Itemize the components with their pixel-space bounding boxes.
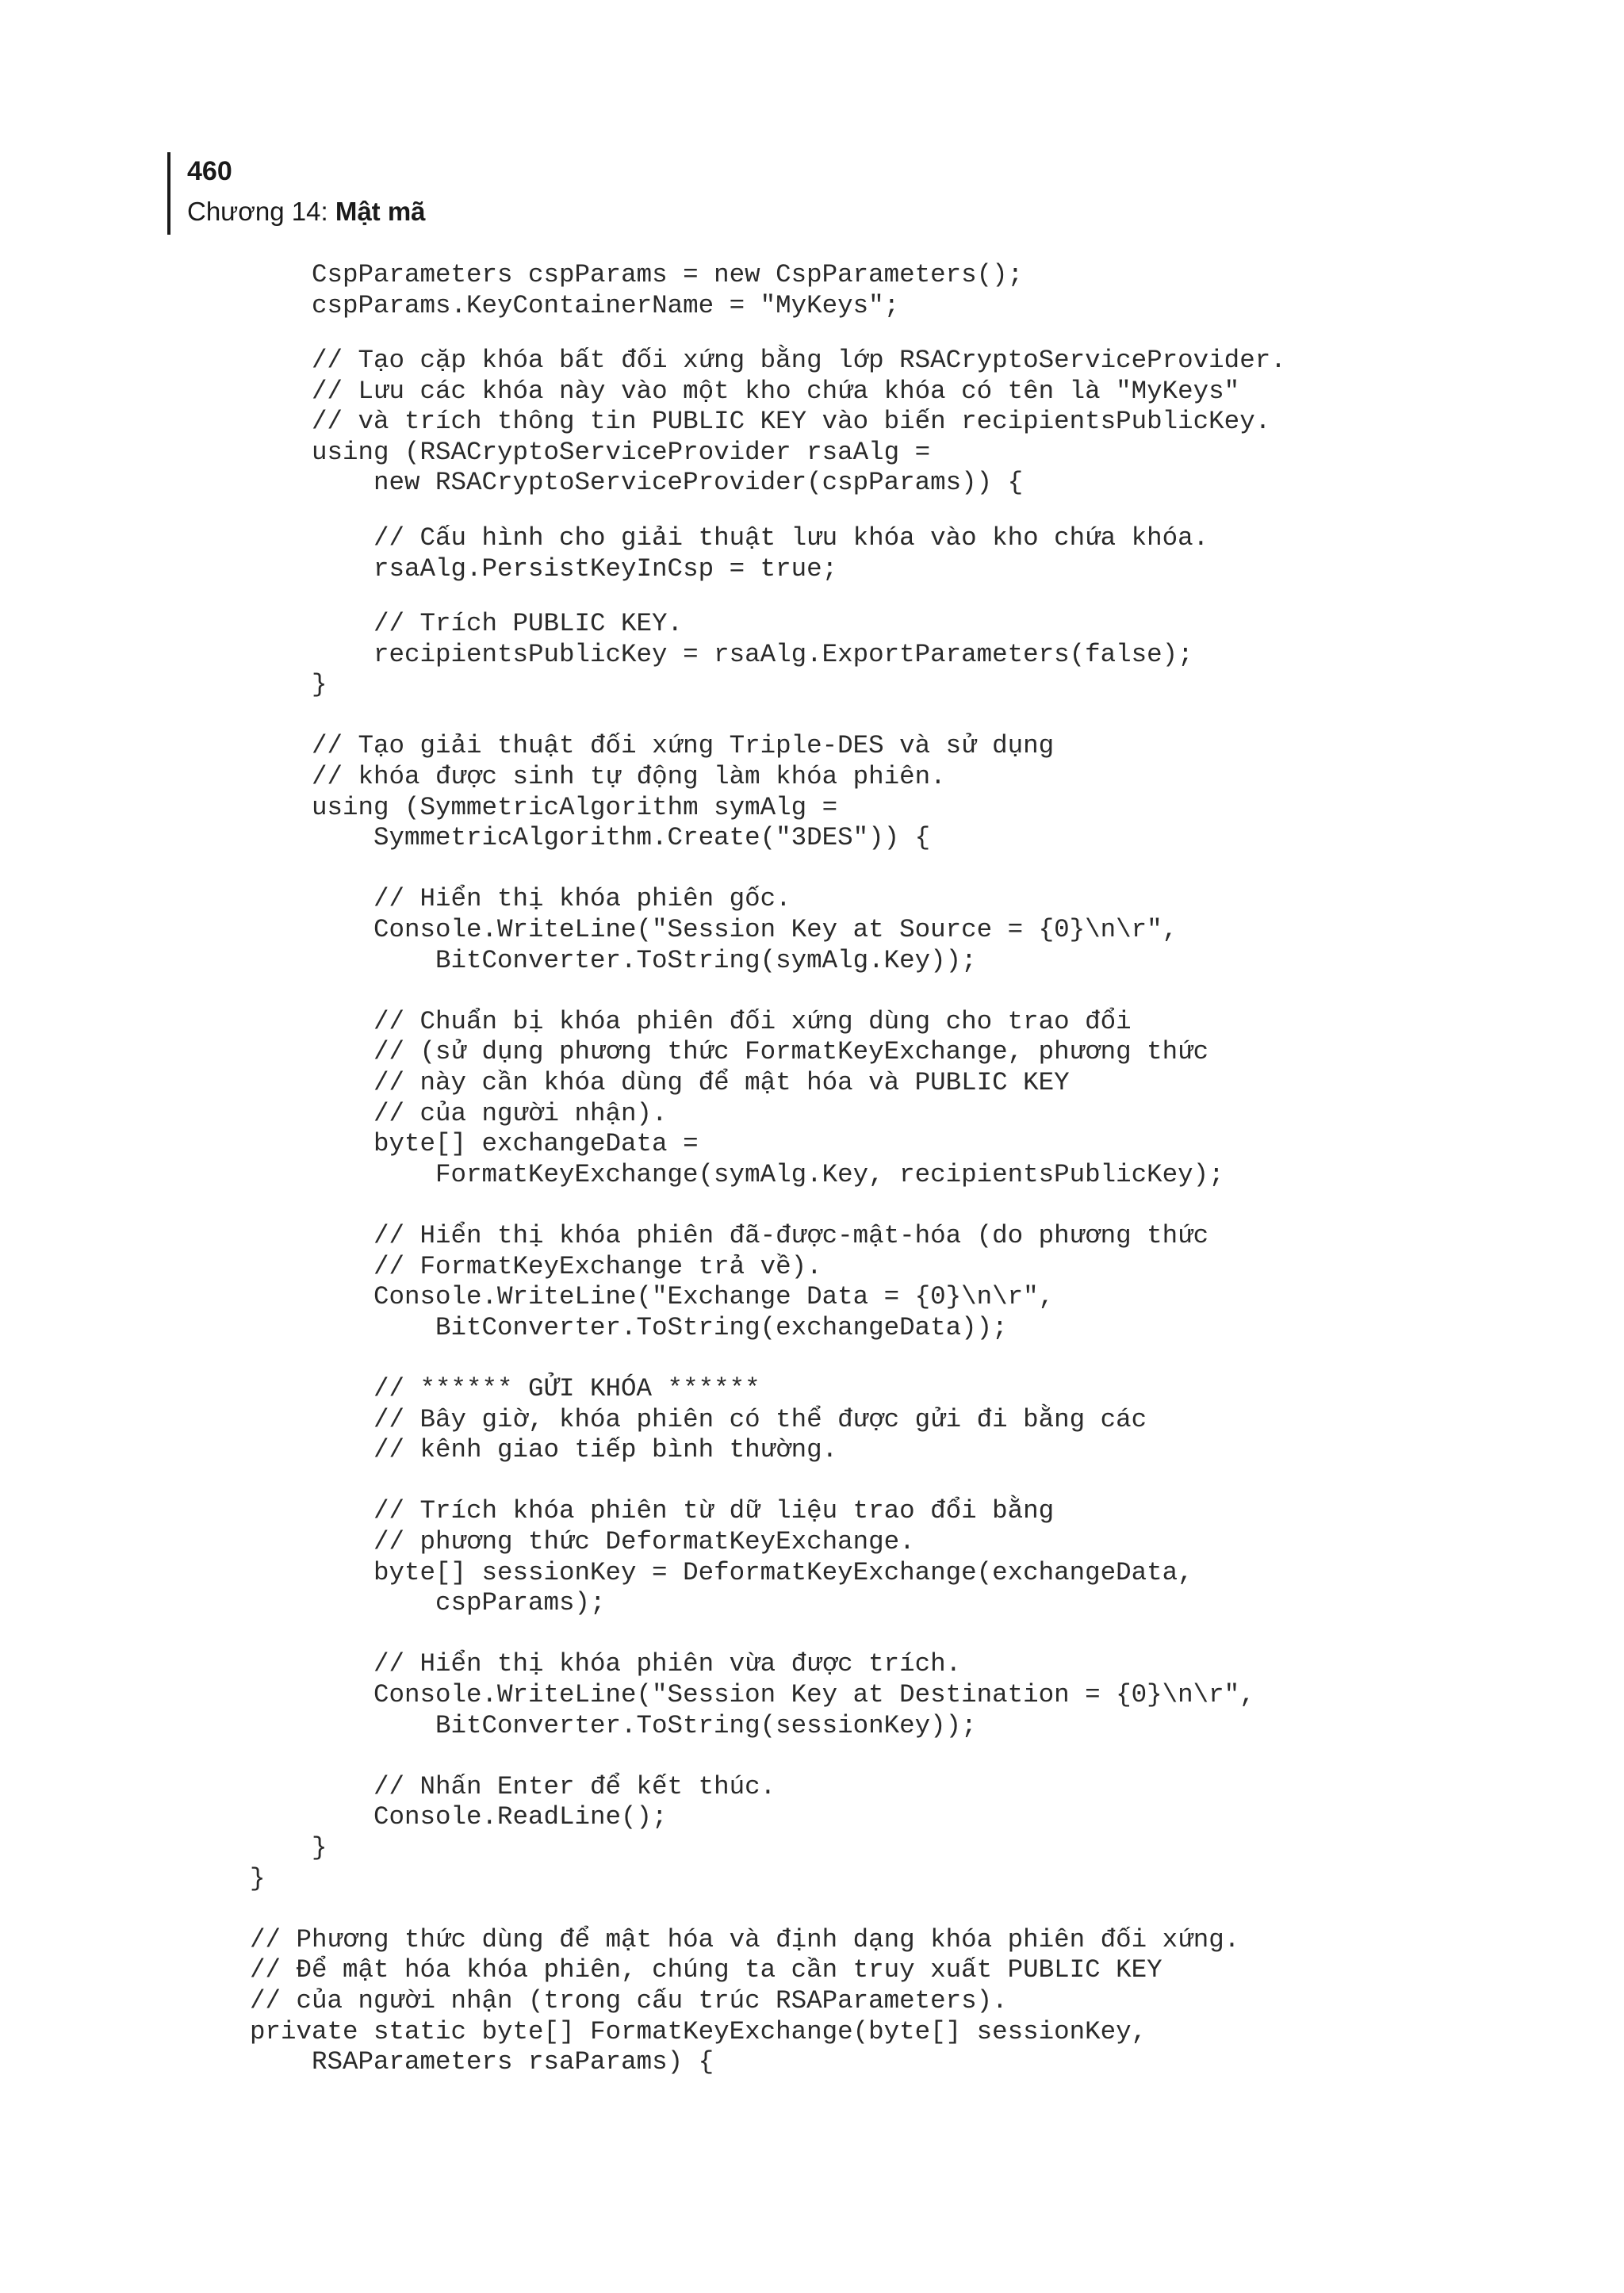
- code-line: SymmetricAlgorithm.Create("3DES")) {: [373, 823, 931, 853]
- code-line: // Bây giờ, khóa phiên có thể được gửi đi bằng các: [373, 1404, 1147, 1434]
- code-line: // Để mật hóa khóa phiên, chúng ta cần truy xuất PUBLIC KEY: [250, 1955, 1162, 1985]
- code-line: new RSACryptoServiceProvider(cspParams)) {: [373, 468, 1024, 498]
- code-line: cspParams.KeyContainerName = "MyKeys";: [312, 290, 900, 320]
- code-line: // Chuẩn bị khóa phiên đối xứng dùng cho trao đổi: [373, 1006, 1132, 1036]
- code-line: rsaAlg.PersistKeyInCsp = true;: [373, 553, 838, 584]
- code-line: Console.ReadLine();: [373, 1802, 668, 1832]
- code-line: // Hiển thị khóa phiên đã-được-mật-hóa (do phương thức: [373, 1221, 1209, 1251]
- code-line: // Phương thức dùng để mật hóa và định dạng khóa phiên đối xứng.: [250, 1924, 1240, 1954]
- code-line: using (RSACryptoServiceProvider rsaAlg =: [312, 437, 931, 467]
- code-line: RSAParameters rsaParams) {: [312, 2047, 714, 2077]
- code-line: private static byte[] FormatKeyExchange(byte[] sessionKey,: [250, 2016, 1147, 2046]
- code-line: Console.WriteLine("Exchange Data = {0}\n\r",: [373, 1282, 1055, 1312]
- code-line: Console.WriteLine("Session Key at Destination = {0}\n\r",: [373, 1680, 1255, 1710]
- code-line: cspParams);: [435, 1588, 606, 1618]
- code-line: // FormatKeyExchange trả về).: [373, 1251, 822, 1281]
- code-line: BitConverter.ToString(sessionKey));: [435, 1710, 977, 1740]
- code-line: BitConverter.ToString(exchangeData));: [435, 1312, 1008, 1342]
- code-line: // Hiển thị khóa phiên gốc.: [373, 884, 791, 914]
- code-line: // Trích PUBLIC KEY.: [373, 609, 684, 639]
- chapter-prefix: Chương 14:: [187, 197, 335, 226]
- code-line: // Tạo giải thuật đối xứng Triple-DES và sử dụng: [312, 731, 1055, 761]
- code-line: using (SymmetricAlgorithm symAlg =: [312, 792, 838, 822]
- code-line: // của người nhận (trong cấu trúc RSAParameters).: [250, 1986, 1008, 2016]
- code-line: // này cần khóa dùng để mật hóa và PUBLIC KEY: [373, 1068, 1070, 1098]
- code-line: }: [312, 670, 327, 700]
- code-line: // khóa được sinh tự động làm khóa phiên.: [312, 762, 946, 792]
- code-line: // ****** GỬI KHÓA ******: [373, 1374, 760, 1404]
- code-line: recipientsPublicKey = rsaAlg.ExportParameters(false);: [373, 639, 1193, 669]
- page-number: 460: [187, 156, 232, 186]
- code-line: byte[] exchangeData =: [373, 1129, 699, 1159]
- code-line: // (sử dụng phương thức FormatKeyExchange, phương thức: [373, 1037, 1209, 1067]
- code-line: byte[] sessionKey = DeformatKeyExchange(exchangeData,: [373, 1557, 1193, 1587]
- code-line: // Trích khóa phiên từ dữ liệu trao đổi bằng: [373, 1496, 1055, 1526]
- code-line: // Tạo cặp khóa bất đối xứng bằng lớp RSACryptoServiceProvider.: [312, 346, 1286, 376]
- code-line: // và trích thông tin PUBLIC KEY vào biến recipientsPublicKey.: [312, 407, 1271, 437]
- code-line: // Nhấn Enter để kết thúc.: [373, 1771, 776, 1801]
- code-line: }: [312, 1833, 327, 1863]
- chapter-name: Mật mã: [335, 197, 426, 226]
- code-line: }: [250, 1863, 266, 1893]
- code-line: BitConverter.ToString(symAlg.Key));: [435, 945, 977, 975]
- code-line: CspParameters cspParams = new CspParameters();: [312, 260, 1024, 289]
- chapter-heading: [187, 196, 426, 228]
- code-line: // Cấu hình cho giải thuật lưu khóa vào kho chứa khóa.: [373, 523, 1209, 553]
- header-rule: [167, 152, 170, 235]
- code-line: Console.WriteLine("Session Key at Source = {0}\n\r",: [373, 915, 1178, 945]
- code-line: // phương thức DeformatKeyExchange.: [373, 1527, 915, 1557]
- code-line: // Lưu các khóa này vào một kho chứa khóa có tên là "MyKeys": [312, 376, 1240, 406]
- code-line: // của người nhận).: [373, 1098, 668, 1128]
- code-line: // Hiển thị khóa phiên vừa được trích.: [373, 1649, 962, 1679]
- code-line: FormatKeyExchange(symAlg.Key, recipientsPublicKey);: [435, 1159, 1224, 1189]
- code-line: // kênh giao tiếp bình thường.: [373, 1435, 838, 1465]
